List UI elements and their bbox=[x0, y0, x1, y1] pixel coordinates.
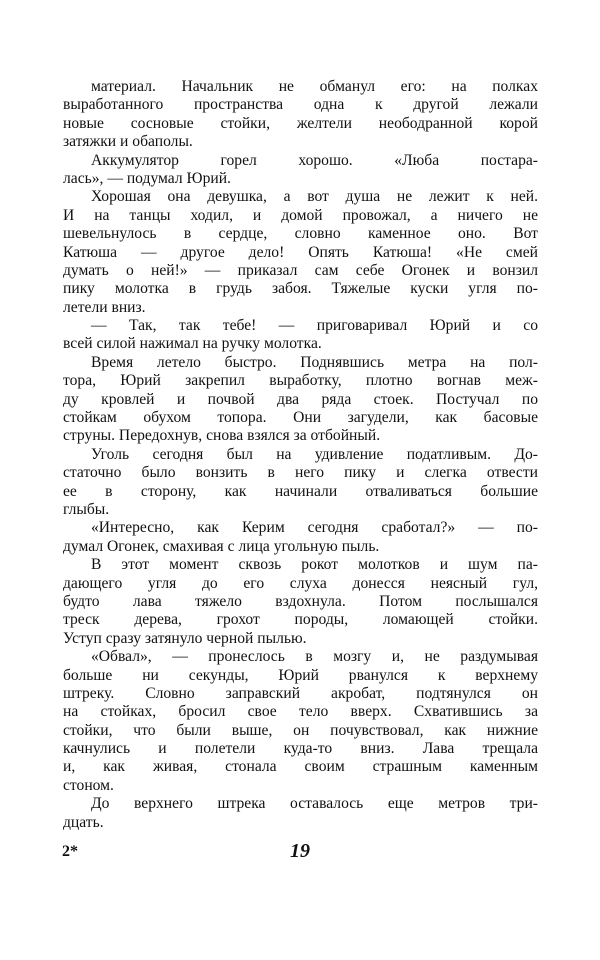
page-body-text bbox=[63, 78, 538, 832]
paragraph bbox=[63, 519, 538, 556]
text-line: затяжки и обаполы. bbox=[63, 133, 193, 151]
text-line: больше ни секунды, Юрий рванулся к верхнему bbox=[63, 666, 538, 684]
paragraph bbox=[63, 446, 538, 520]
page-number: 19 bbox=[290, 840, 310, 862]
paragraph bbox=[63, 152, 538, 189]
text-line: выработанного пространства одна к другой лежали bbox=[63, 96, 538, 114]
text-line: Уступ сразу затянуло черной пылью. bbox=[63, 629, 307, 647]
text-line: До верхнего штрека оставалось еще метров три- bbox=[91, 795, 538, 813]
text-line: В этот момент сквозь рокот молотков и шум па- bbox=[91, 556, 538, 574]
text-line: струны. Передохнув, снова взялся за отбойный. bbox=[63, 427, 381, 445]
text-line: «Обвал», — пронеслось в мозгу и, не раздумывая bbox=[91, 648, 538, 666]
text-line: И на танцы ходил, и домой провожал, а ничего не bbox=[63, 206, 538, 224]
text-line: лась», — подумал Юрий. bbox=[63, 169, 231, 187]
paragraph bbox=[63, 317, 538, 354]
text-line: тора, Юрий закрепил выработку, плотно вогнав меж- bbox=[63, 372, 538, 390]
text-line: Аккумулятор горел хорошо. «Люба постара- bbox=[91, 151, 538, 169]
text-line: стойки, что были выше, он почувствовал, как нижние bbox=[63, 721, 538, 739]
text-line: глыбы. bbox=[63, 500, 110, 518]
paragraph bbox=[63, 78, 538, 152]
text-line: качнулись и полетели куда-то вниз. Лава трещала bbox=[63, 740, 538, 758]
text-line: ее в сторону, как начинали отваливаться большие bbox=[63, 482, 538, 500]
text-line: — Так, так тебе! — приговаривал Юрий и со bbox=[91, 317, 538, 335]
text-line: пику молотка в грудь забоя. Тяжелые куски угля по- bbox=[63, 280, 538, 298]
text-line: летели вниз. bbox=[63, 298, 146, 316]
text-line: дающего угля до его слуха донесся неясный гул, bbox=[63, 574, 538, 592]
printer-signature-mark: 2* bbox=[62, 843, 78, 860]
paragraph bbox=[63, 648, 538, 795]
paragraph bbox=[63, 188, 538, 317]
text-line: стоном. bbox=[63, 776, 114, 794]
text-line: и, как живая, стонала своим страшным каменным bbox=[63, 758, 538, 776]
text-line: думать о ней!» — приказал сам себе Огонек и вонзил bbox=[63, 261, 538, 279]
text-line: статочно было вонзить в него пику и слегка отвести bbox=[63, 464, 538, 482]
text-line: треск дерева, грохот породы, ломающей стойки. bbox=[63, 611, 538, 629]
text-line: Хорошая она девушка, а вот душа не лежит к ней. bbox=[91, 188, 538, 206]
text-line: будто лава тяжело вздохнула. Потом послышался bbox=[63, 592, 538, 610]
paragraph bbox=[63, 354, 538, 446]
text-line: Уголь сегодня был на удивление податливым. До- bbox=[91, 445, 538, 463]
text-line: стойкам обухом топора. Они загудели, как басовые bbox=[63, 409, 538, 427]
paragraph bbox=[63, 795, 538, 832]
text-line: Время летело быстро. Поднявшись метра на пол- bbox=[91, 353, 538, 371]
text-line: материал. Начальник не обманул его: на полках bbox=[91, 78, 538, 95]
paragraph bbox=[63, 556, 538, 648]
text-line: всей силой нажимал на ручку молотка. bbox=[63, 335, 322, 353]
text-line: шевельнулось в сердце, словно каменное оно. Вот bbox=[63, 225, 538, 243]
text-line: «Интересно, как Керим сегодня сработал?» — по- bbox=[91, 519, 538, 537]
text-line: ду кровлей и почвой два ряда стоек. Постучал по bbox=[63, 390, 538, 408]
text-line: дцать. bbox=[63, 813, 104, 831]
text-line: думал Огонек, смахивая с лица угольную пыль. bbox=[63, 537, 380, 555]
text-line: Катюша — другое дело! Опять Катюша! «Не смей bbox=[63, 243, 538, 261]
text-line: новые сосновые стойки, желтели неободранной корой bbox=[63, 114, 538, 132]
text-line: штреку. Словно заправский акробат, подтянулся он bbox=[63, 684, 538, 702]
text-line: на стойках, бросил свое тело вверх. Схватившись за bbox=[63, 703, 538, 721]
